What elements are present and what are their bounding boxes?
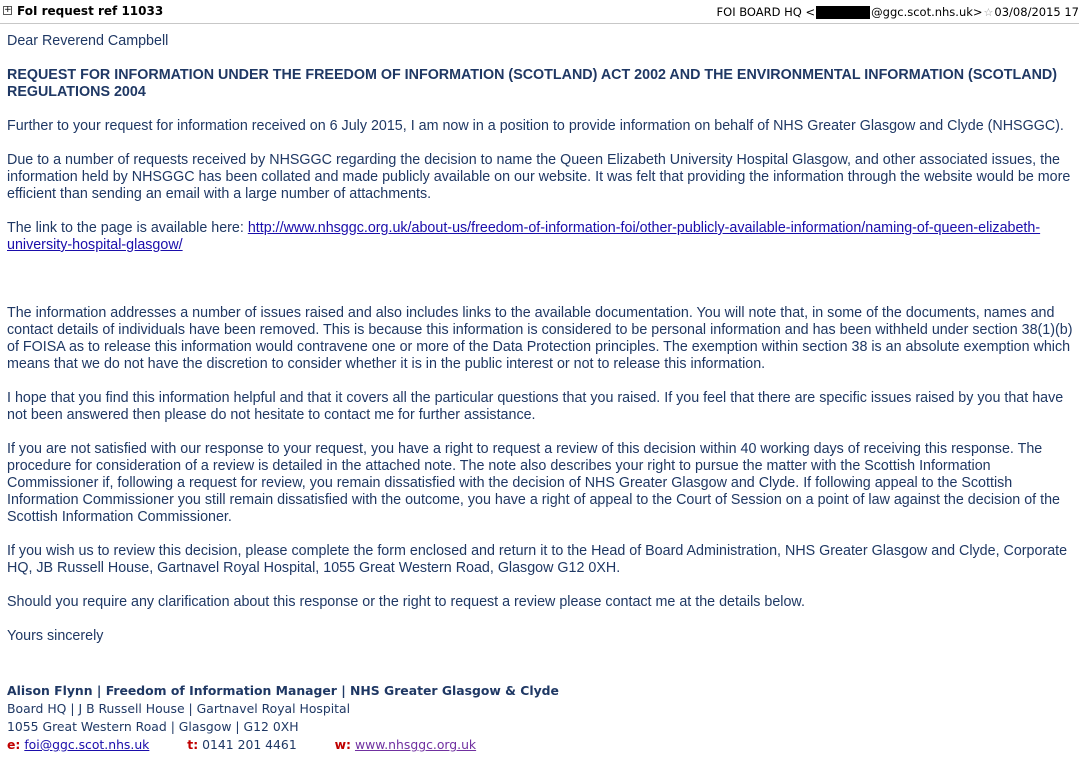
web-label: w: (334, 737, 352, 752)
email-body (7, 33, 1073, 662)
message-subject: FoI request ref 11033 (17, 4, 164, 18)
tel-number: 0141 201 4461 (202, 737, 297, 752)
message-date: 03/08/2015 17 (994, 5, 1079, 19)
redaction-bar (816, 6, 870, 19)
tel-label: t: (187, 737, 199, 752)
website-link[interactable]: http://www.nhsggc.org.uk/about-us/freedom-of-information-foi/other-publicly-available-information/naming-of-queen-elizabeth-university-hospital-glasgow/ (7, 220, 1041, 253)
paragraph-information: The information addresses a number of issues raised and also includes links to the available documentation. You will note that, in some of the documents, names and contact details of individuals have been removed. This is because this information is considered to be personal information and has been withheld under section 38(1)(b) of FOISA as to release this information would contravene one or more of the Data Protection principles. The exemption within section 38 is an absolute exemption which means that we do not have the discretion to consider whether it is in the public interest or not to release this information. (7, 305, 1073, 372)
paragraph-review-rights: If you are not satisfied with our response to your request, you have a right to request a review of this decision within 40 working days of receiving this response. The procedure for consideration of a review is detailed in the attached note. The note also describes your right to pursue the matter with the Scottish Information Commissioner if, following a request for review, you remain dissatisfied with the decision of NHS Greater Glasgow and Clyde. If following appeal to the Scottish Information Commissioner you still remain dissatisfied with the outcome, you have a right of appeal to the Court of Session on a point of law against the decision of the Scottish Information Commissioner. (7, 441, 1060, 525)
closing: Yours sincerely (7, 628, 104, 644)
request-heading: REQUEST FOR INFORMATION UNDER THE FREEDOM OF INFORMATION (SCOTLAND) ACT 2002 AND THE ENVIRONMENTAL INFORMATION (SCOTLAND) REGULATIONS 2004 (7, 67, 1057, 100)
expand-toggle-icon[interactable]: + (4, 5, 12, 15)
sender-domain[interactable]: @ggc.scot.nhs.uk> (871, 5, 983, 19)
paragraph-helpful: I hope that you find this information helpful and that it covers all the particular questions that you raised. If you feel that there are specific issues raised by you that have not been answered then please do not hesitate to contact me for further assistance. (7, 390, 1064, 423)
signature-contacts (7, 736, 559, 754)
message-header (0, 0, 1079, 24)
paragraph-review-form: If you wish us to review this decision, please complete the form enclosed and return it to the Head of Board Administration, NHS Greater Glasgow and Clyde, Corporate HQ, JB Russell House, Gartnavel Royal Hospital, 1055 Great Western Road, Glasgow G12 0XH. (7, 543, 1068, 576)
signature-address-line2: 1055 Great Western Road | Glasgow | G12 0XH (7, 719, 299, 734)
greeting: Dear Reverend Campbell (7, 33, 169, 49)
sender-info (717, 5, 1079, 19)
star-icon[interactable]: ☆ (983, 5, 994, 19)
email-label: e: (7, 737, 21, 752)
paragraph-requests: Due to a number of requests received by NHSGGC regarding the decision to name the Queen Elizabeth University Hospital Glasgow, and other associated issues, the information held by NHSGGC has been collated and made publicly available on our website. It was felt that providing the information through the website would be more efficient than sending an email with a large number of attachments. (7, 152, 1071, 202)
link-intro: The link to the page is available here: (7, 220, 248, 236)
sender-name[interactable]: FOI BOARD HQ < (716, 5, 816, 19)
paragraph-clarification: Should you require any clarification about this response or the right to request a review please contact me at the details below. (7, 594, 805, 610)
signature-name: Alison Flynn | Freedom of Information Manager | NHS Greater Glasgow & Clyde (7, 683, 559, 698)
signature-address-line1: Board HQ | J B Russell House | Gartnavel Royal Hospital (7, 701, 351, 716)
email-link[interactable]: foi@ggc.scot.nhs.uk (24, 737, 150, 752)
web-link[interactable]: www.nhsggc.org.uk (354, 737, 477, 752)
paragraph-link (7, 220, 1073, 254)
paragraph-intro: Further to your request for information received on 6 July 2015, I am now in a position to provide information on behalf of NHS Greater Glasgow and Clyde (NHSGGC). (7, 118, 1064, 134)
signature-block (7, 682, 559, 754)
